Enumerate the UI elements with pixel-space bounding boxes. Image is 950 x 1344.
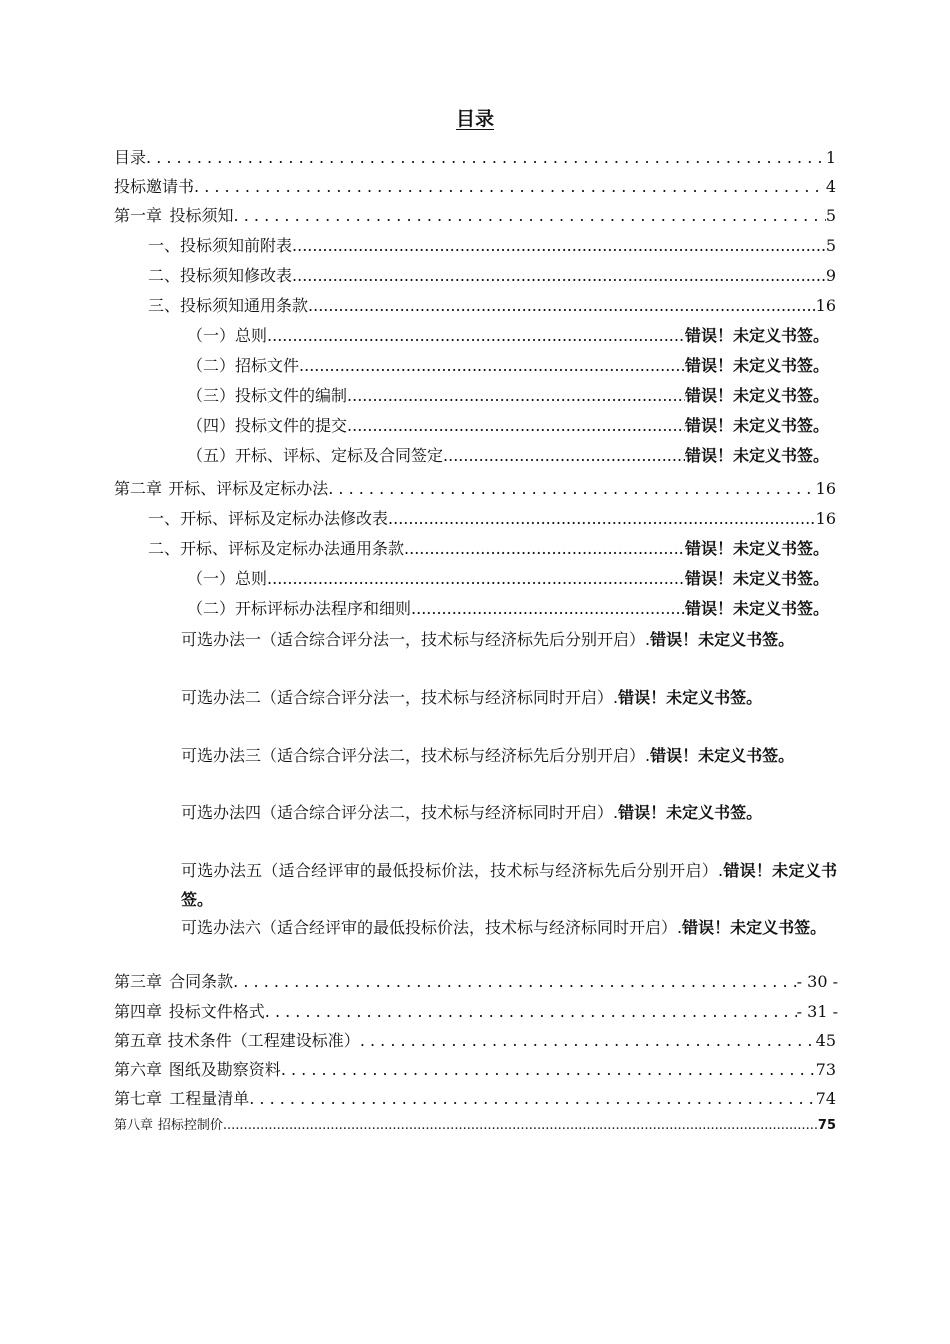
toc-entry-label: （四）投标文件的提交 — [187, 416, 348, 435]
toc-entry-label: 可选办法一（适合综合评分法一，技术标与经济标先后分别开启）. — [181, 630, 651, 649]
toc-entry-page: 45 — [815, 1031, 836, 1050]
toc-entry-page: 9 — [825, 266, 836, 285]
bookmark-error-text: 错误！未定义书签。 — [684, 569, 829, 588]
dot-leader — [234, 202, 826, 230]
toc-chapter-entry[interactable] — [114, 998, 838, 1026]
dot-leader — [281, 1056, 816, 1084]
toc-entry[interactable] — [114, 144, 836, 172]
toc-entry-label: 图纸及勘察资料 — [168, 1060, 281, 1079]
toc-chapter-entry[interactable] — [114, 475, 836, 503]
toc-entry-page: 5 — [825, 236, 836, 255]
toc-entry-label: 工程量清单 — [169, 1089, 250, 1108]
dot-leader — [308, 292, 816, 320]
dot-leader — [328, 475, 815, 503]
toc-entry-label: 二、投标须知修改表 — [148, 266, 293, 285]
dot-leader — [146, 144, 826, 172]
toc-title: 目录 — [455, 108, 494, 130]
toc-entry-label: 可选办法四（适合综合评分法二，技术标与经济标同时开启）. — [181, 803, 619, 822]
toc-entry-label: 一、开标、评标及定标办法修改表 — [148, 509, 389, 528]
toc-entry-page: 74 — [815, 1089, 836, 1108]
toc-entry-label: 目录 — [114, 148, 147, 167]
bookmark-error-text: 错误！未定义书签。 — [684, 446, 829, 465]
dot-leader — [347, 382, 685, 410]
bookmark-error-text: 错误！未定义书签。 — [650, 746, 795, 765]
bookmark-error-text: 错误！未定义书签。 — [684, 386, 829, 405]
toc-entry-label: 一、投标须知前附表 — [148, 236, 293, 255]
toc-entry-label: 投标须知 — [169, 206, 234, 225]
dot-leader — [267, 322, 685, 350]
toc-entry[interactable] — [148, 535, 829, 563]
toc-entry[interactable] — [114, 173, 836, 201]
toc-wrapped-entry[interactable] — [181, 625, 837, 654]
toc-entry[interactable] — [187, 322, 829, 350]
dot-leader — [223, 1116, 818, 1136]
toc-entry-page: 4 — [825, 177, 836, 196]
toc-wrapped-entry[interactable] — [181, 856, 837, 914]
toc-wrapped-entry[interactable] — [181, 741, 837, 770]
bookmark-error-text: 错误！未定义书签。 — [684, 326, 829, 345]
dot-leader — [194, 173, 826, 201]
toc-chapter-number: 第一章 — [114, 206, 163, 225]
toc-entry-label: 技术条件（工程建设标准） — [167, 1031, 360, 1050]
toc-wrapped-entry[interactable] — [181, 683, 837, 712]
toc-entry-label: 合同条款 — [169, 972, 234, 991]
dot-leader — [443, 442, 685, 470]
toc-entry-page: 75 — [817, 1118, 836, 1133]
toc-chapter-number: 第七章 — [114, 1089, 163, 1108]
dot-leader — [299, 352, 685, 380]
toc-entry-label: 三、投标须知通用条款 — [148, 296, 309, 315]
toc-chapter-entry[interactable] — [114, 202, 836, 230]
toc-entry[interactable] — [187, 442, 829, 470]
toc-entry-label: 可选办法五（适合经评审的最低投标价法，技术标与经济标先后分别开启）. — [181, 861, 724, 880]
dot-leader — [411, 595, 685, 623]
toc-entry-label: 投标邀请书 — [114, 177, 195, 196]
dot-leader — [292, 232, 826, 260]
toc-entry-label: 可选办法二（适合综合评分法一，技术标与经济标同时开启）. — [181, 688, 619, 707]
toc-chapter-entry[interactable] — [114, 1056, 836, 1084]
toc-entry-label: 二、开标、评标及定标办法通用条款 — [148, 539, 405, 558]
toc-entry-label: 招标控制价 — [157, 1118, 223, 1133]
toc-chapter-number: 第五章 — [114, 1031, 163, 1050]
bookmark-error-text: 错误！未定义书签。 — [618, 688, 763, 707]
toc-entry-page: 73 — [815, 1060, 836, 1079]
toc-entry[interactable] — [187, 595, 829, 623]
toc-entry[interactable] — [148, 505, 836, 533]
toc-entry-label: 可选办法三（适合综合评分法二，技术标与经济标先后分别开启）. — [181, 746, 651, 765]
dot-leader — [360, 1027, 816, 1055]
dot-leader — [267, 565, 685, 593]
dot-leader — [233, 968, 796, 996]
dot-leader — [292, 262, 826, 290]
toc-chapter-number: 第三章 — [114, 972, 163, 991]
dot-leader — [249, 1085, 815, 1113]
toc-wrapped-entry[interactable] — [181, 798, 837, 827]
toc-entry[interactable] — [148, 232, 836, 260]
toc-entry-label: （二）招标文件 — [187, 356, 300, 375]
toc-chapter-number: 第二章 — [114, 479, 163, 498]
bookmark-error-text: 错误！未定义书签。 — [650, 630, 795, 649]
bookmark-error-text: 错误！未定义书签。 — [618, 803, 763, 822]
bookmark-error-text: 错误！未定义书签。 — [684, 416, 829, 435]
toc-entry-page: 16 — [815, 296, 836, 315]
toc-entry-page: 5 — [825, 206, 836, 225]
toc-entry-page: 1 — [825, 148, 836, 167]
toc-entry-label: 可选办法六（适合经评审的最低投标价法，技术标与经济标同时开启）. — [181, 918, 683, 937]
toc-entry-label: （一）总则 — [187, 326, 268, 345]
dot-leader — [347, 412, 685, 440]
toc-entry-label: （五）开标、评标、定标及合同签定 — [187, 446, 444, 465]
toc-entry-page: 16 — [815, 479, 836, 498]
toc-entry[interactable] — [187, 565, 829, 593]
bookmark-error-text: 错误！未定义书签。 — [684, 599, 829, 618]
toc-entry-page: - 30 - — [796, 972, 838, 991]
toc-chapter-entry[interactable] — [114, 968, 838, 996]
toc-chapter-entry[interactable] — [114, 1027, 836, 1055]
bookmark-error-text: 错误！未定义书签。 — [682, 918, 827, 937]
toc-chapter-entry[interactable] — [114, 1116, 836, 1136]
toc-entry-page: 16 — [815, 509, 836, 528]
toc-entry-label: （一）总则 — [187, 569, 268, 588]
toc-entry-label: （三）投标文件的编制 — [187, 386, 348, 405]
toc-chapter-entry[interactable] — [114, 1085, 836, 1113]
toc-entry-label: 投标文件格式 — [168, 1002, 265, 1021]
toc-entry[interactable] — [187, 412, 829, 440]
toc-entry[interactable] — [148, 292, 836, 320]
toc-entry-page: - 31 - — [796, 1002, 838, 1021]
toc-chapter-number: 第六章 — [114, 1060, 163, 1079]
dot-leader — [404, 535, 685, 563]
bookmark-error-text: 错误！未定义书签。 — [181, 861, 837, 909]
toc-chapter-number: 第四章 — [114, 1002, 163, 1021]
dot-leader — [265, 998, 797, 1026]
toc-entry[interactable] — [148, 262, 836, 290]
bookmark-error-text: 错误！未定义书签。 — [684, 539, 829, 558]
toc-wrapped-entry[interactable] — [181, 913, 837, 942]
toc-entry[interactable] — [187, 382, 829, 410]
toc-entry[interactable] — [187, 352, 829, 380]
toc-entry-label: （二）开标评标办法程序和细则 — [187, 599, 412, 618]
bookmark-error-text: 错误！未定义书签。 — [684, 356, 829, 375]
toc-entry-label: 开标、评标及定标办法 — [168, 479, 329, 498]
toc-chapter-number: 第八章 — [114, 1118, 154, 1133]
dot-leader — [388, 505, 816, 533]
